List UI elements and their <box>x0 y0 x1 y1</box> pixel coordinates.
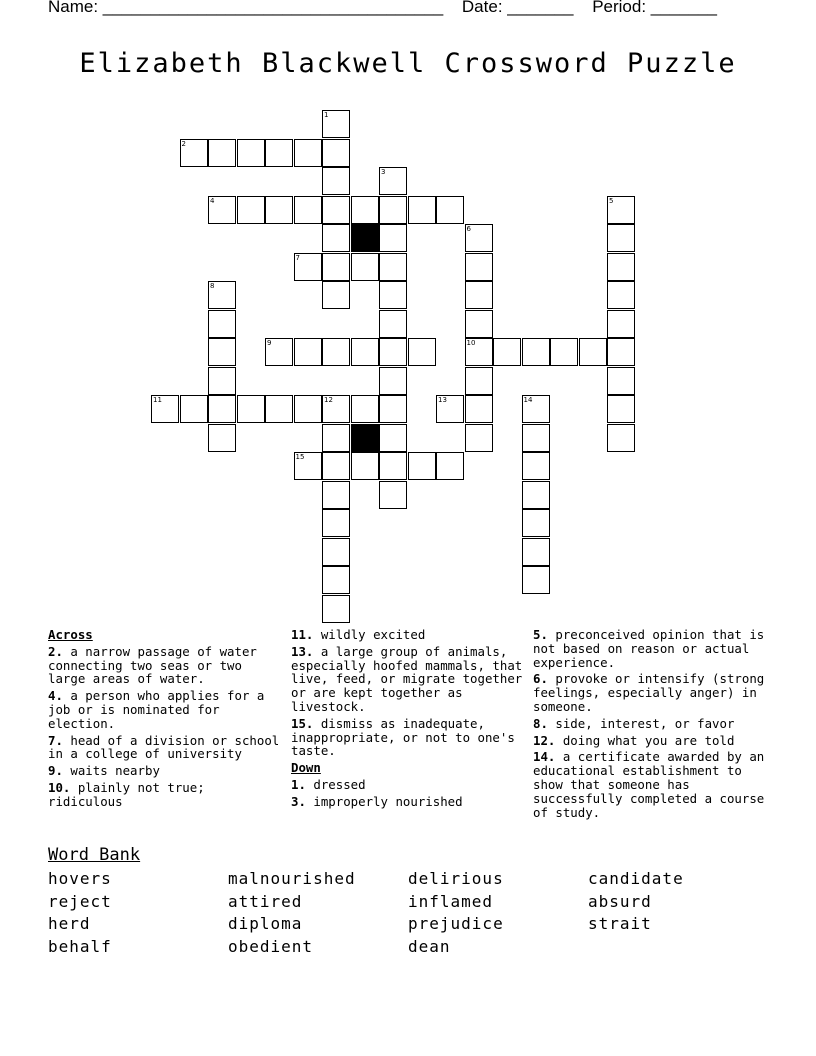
grid-cell[interactable] <box>237 196 265 224</box>
grid-cell[interactable] <box>522 424 550 452</box>
clue-number: 9 <box>267 339 272 347</box>
word-bank-item: herd <box>48 914 91 934</box>
grid-cell[interactable] <box>522 338 550 366</box>
grid-cell[interactable] <box>208 196 236 224</box>
grid-cell[interactable] <box>465 253 493 281</box>
clue-num: 6. <box>533 671 548 687</box>
clue-number: 7 <box>295 253 300 262</box>
grid-cell[interactable] <box>322 509 350 537</box>
clue <box>48 781 284 809</box>
grid-cell[interactable] <box>436 395 464 423</box>
grid-cell[interactable] <box>351 338 379 366</box>
clue-number: 13 <box>438 396 447 404</box>
clue-number: 5 <box>609 196 614 205</box>
clue-num: 5. <box>533 627 548 642</box>
grid-cell[interactable] <box>265 196 293 224</box>
grid-cell[interactable] <box>379 424 407 452</box>
clue-number: 6 <box>466 225 471 233</box>
clue <box>533 628 769 669</box>
grid-cell[interactable] <box>465 338 493 366</box>
grid-cell[interactable] <box>208 395 236 423</box>
grid-cell[interactable] <box>351 196 379 224</box>
clues-column-2 <box>291 628 527 812</box>
grid-cell[interactable] <box>379 310 407 338</box>
clue-num: 8. <box>533 715 548 731</box>
grid-cell[interactable] <box>265 395 293 423</box>
word-bank-item: candidate <box>588 869 684 888</box>
grid-cell[interactable] <box>151 395 179 423</box>
black-cell <box>351 424 379 452</box>
grid-cell[interactable] <box>522 481 550 509</box>
grid-cell[interactable] <box>379 452 407 480</box>
word-bank-item: strait <box>588 914 652 934</box>
clue-text: provoke or intensify (strong feelings, especially anger) in someone. <box>533 671 765 714</box>
clue-text: dismiss as inadequate, inappropriate, or not to one's taste. <box>291 715 515 759</box>
word-bank-item: behalf <box>48 936 112 956</box>
word-bank-item: diploma <box>228 914 303 934</box>
grid-cell[interactable] <box>208 281 236 309</box>
grid-cell[interactable] <box>322 281 350 309</box>
grid-cell[interactable] <box>379 224 407 252</box>
grid-cell[interactable] <box>579 338 607 366</box>
word-bank-item: reject <box>48 891 112 911</box>
grid-cell[interactable] <box>522 452 550 480</box>
clue-text: head of a division or school in a college of university <box>48 732 280 762</box>
word-bank-item: obedient <box>228 936 314 956</box>
word-bank <box>48 868 768 958</box>
word-bank-item: attired <box>228 891 303 911</box>
grid-cell[interactable] <box>607 338 635 366</box>
clue-num: 14. <box>533 749 556 765</box>
grid-cell[interactable] <box>237 395 265 423</box>
grid-cell[interactable] <box>465 395 493 423</box>
clue <box>291 778 527 792</box>
clue-text: preconceived opinion that is not based on reason or actual experience. <box>533 627 765 670</box>
clue <box>291 628 527 642</box>
clue-text: improperly nourished <box>305 793 463 809</box>
grid-cell[interactable] <box>408 196 436 224</box>
clue <box>48 764 284 778</box>
clues-column-3 <box>533 628 769 822</box>
grid-cell[interactable] <box>294 395 322 423</box>
grid-cell[interactable] <box>237 139 265 167</box>
grid-cell[interactable] <box>607 281 635 309</box>
clue-text: a person who applies for a job or is nominated for election. <box>48 688 265 731</box>
clue <box>48 734 284 762</box>
clue <box>291 645 527 714</box>
grid-cell[interactable] <box>322 424 350 452</box>
word-bank-title: Word Bank <box>48 845 141 865</box>
word-bank-item: delirious <box>408 869 504 888</box>
clue-num: 2. <box>48 643 63 659</box>
grid-cell[interactable] <box>322 224 350 252</box>
word-bank-item: hovers <box>48 869 112 888</box>
grid-cell[interactable] <box>265 139 293 167</box>
grid-cell[interactable] <box>379 253 407 281</box>
clue-num: 4. <box>48 688 63 704</box>
grid-cell[interactable] <box>379 367 407 395</box>
grid-cell[interactable] <box>322 395 350 423</box>
grid-cell[interactable] <box>322 139 350 167</box>
grid-cell[interactable] <box>208 139 236 167</box>
grid-cell[interactable] <box>522 566 550 594</box>
grid-cell[interactable] <box>607 395 635 423</box>
grid-cell[interactable] <box>294 338 322 366</box>
clue-text: a large group of animals, especially hoofed mammals, that live, feed, or migrate together or are kept together as livestock. <box>291 643 523 714</box>
clue <box>533 717 769 731</box>
across-heading: Across <box>48 627 93 642</box>
grid-cell[interactable] <box>465 281 493 309</box>
name-field[interactable]: Name: ____________________________________ <box>48 0 444 16</box>
grid-cell[interactable] <box>351 395 379 423</box>
clue-number: 11 <box>153 396 162 404</box>
grid-cell[interactable] <box>436 452 464 480</box>
grid-cell[interactable] <box>180 139 208 167</box>
grid-cell[interactable] <box>607 253 635 281</box>
clue-number: 2 <box>181 139 186 148</box>
clues-column-1 <box>48 628 284 812</box>
clue-number: 1 <box>324 111 329 119</box>
grid-cell[interactable] <box>465 367 493 395</box>
grid-cell[interactable] <box>208 367 236 395</box>
grid-cell[interactable] <box>208 310 236 338</box>
grid-cell[interactable] <box>379 338 407 366</box>
grid-cell[interactable] <box>379 395 407 423</box>
period-field[interactable]: Period: _______ <box>592 0 717 16</box>
grid-cell[interactable] <box>322 110 350 138</box>
clue-text: wildly excited <box>313 627 426 642</box>
grid-cell[interactable] <box>208 424 236 452</box>
clue <box>533 750 769 819</box>
clue-number: 3 <box>381 168 386 176</box>
clue-num: 9. <box>48 763 63 779</box>
grid-cell[interactable] <box>322 167 350 195</box>
clue-number: 14 <box>523 396 533 404</box>
grid-cell[interactable] <box>379 167 407 195</box>
grid-cell[interactable] <box>379 481 407 509</box>
clue <box>291 795 527 809</box>
clue-text: plainly not true; ridiculous <box>48 779 205 809</box>
grid-cell[interactable] <box>379 196 407 224</box>
down-heading: Down <box>291 760 321 776</box>
grid-cell[interactable] <box>408 338 436 366</box>
grid-cell[interactable] <box>465 424 493 452</box>
grid-cell[interactable] <box>379 281 407 309</box>
grid-cell[interactable] <box>322 338 350 366</box>
grid-cell[interactable] <box>465 224 493 252</box>
clue-num: 1. <box>291 776 306 792</box>
grid-cell[interactable] <box>522 538 550 566</box>
clue-text: side, interest, or favor <box>547 715 735 731</box>
grid-cell[interactable] <box>465 310 493 338</box>
black-cell <box>351 224 379 252</box>
grid-cell[interactable] <box>522 509 550 537</box>
grid-cell[interactable] <box>322 538 350 566</box>
word-bank-item: dean <box>408 936 451 956</box>
word-bank-item: absurd <box>588 891 652 911</box>
clue <box>48 645 284 686</box>
clue-num: 12. <box>533 732 556 748</box>
word-bank-item: prejudice <box>408 914 504 934</box>
grid-cell[interactable] <box>322 566 350 594</box>
clue-number: 8 <box>210 282 215 290</box>
grid-cell[interactable] <box>607 196 635 224</box>
clue-num: 10. <box>48 779 71 795</box>
clue-text: waits nearby <box>62 763 160 779</box>
grid-cell[interactable] <box>351 253 379 281</box>
clue-text: a narrow passage of water connecting two seas or two large areas of water. <box>48 643 257 687</box>
grid-cell[interactable] <box>493 338 521 366</box>
page-title: Elizabeth Blackwell Crossword Puzzle <box>79 48 737 79</box>
grid-cell[interactable] <box>322 452 350 480</box>
grid-cell[interactable] <box>607 310 635 338</box>
clue-number: 15 <box>295 453 305 461</box>
clue-text: dressed <box>305 776 366 792</box>
clue-text: doing what you are told <box>555 732 735 748</box>
grid-cell[interactable] <box>322 196 350 224</box>
date-field[interactable]: Date: _______ <box>461 0 574 16</box>
grid-cell[interactable] <box>607 367 635 395</box>
clue <box>291 717 527 758</box>
grid-cell[interactable] <box>607 224 635 252</box>
word-bank-item: malnourished <box>228 869 356 888</box>
grid-cell[interactable] <box>294 253 322 281</box>
grid-cell[interactable] <box>322 253 350 281</box>
grid-cell[interactable] <box>322 595 350 623</box>
clue <box>533 672 769 713</box>
grid-cell[interactable] <box>522 395 550 423</box>
clue-text: a certificate awarded by an educational establishment to show that someone has successfully completed a course of study. <box>533 749 765 820</box>
grid-cell[interactable] <box>208 338 236 366</box>
header <box>48 0 731 17</box>
clue-num: 11. <box>291 627 314 642</box>
clue-num: 13. <box>291 643 314 659</box>
grid-cell[interactable] <box>265 338 293 366</box>
grid-cell[interactable] <box>294 196 322 224</box>
grid-cell[interactable] <box>322 481 350 509</box>
grid-cell[interactable] <box>436 196 464 224</box>
clue <box>48 689 284 730</box>
clue-num: 7. <box>48 732 63 748</box>
grid-cell[interactable] <box>408 452 436 480</box>
clue-number: 4 <box>210 196 215 205</box>
grid-cell[interactable] <box>351 452 379 480</box>
grid-cell[interactable] <box>607 424 635 452</box>
grid-cell[interactable] <box>180 395 208 423</box>
clue-num: 15. <box>291 715 314 731</box>
word-bank-item: inflamed <box>408 891 494 911</box>
clue-number: 10 <box>466 339 476 347</box>
clue-num: 3. <box>291 793 306 809</box>
grid-cell[interactable] <box>294 452 322 480</box>
grid-cell[interactable] <box>550 338 578 366</box>
grid-cell[interactable] <box>294 139 322 167</box>
clue <box>533 734 769 748</box>
clue-number: 12 <box>324 396 333 404</box>
